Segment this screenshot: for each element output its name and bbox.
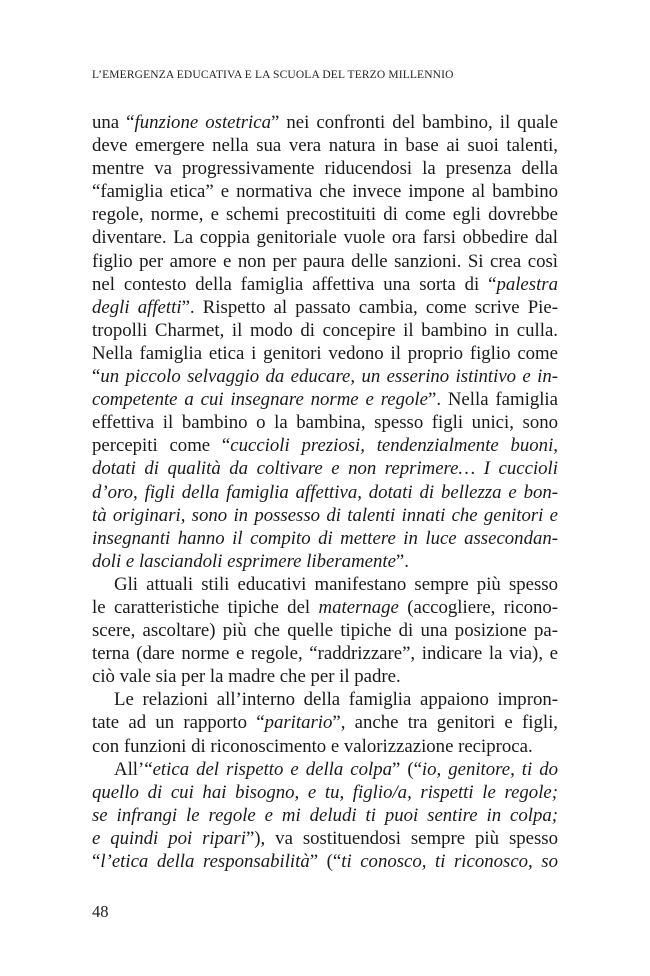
italic-segment: quello di cui hai bisogno, e tu, figlio/a, rispetti le regole; xyxy=(92,781,558,803)
text-segment: All’“ xyxy=(114,758,153,780)
italic-segment: d’oro, figli della famiglia affettiva, dotati di bellezza e bon- xyxy=(92,481,558,503)
text-segment: tate ad un rapporto “ xyxy=(92,712,265,734)
italic-segment: un piccolo selvaggio da educare, un esserino istintivo e in- xyxy=(100,366,558,388)
text-line xyxy=(92,365,558,388)
text-line xyxy=(92,781,558,804)
text-line xyxy=(92,157,558,180)
text-line xyxy=(92,296,558,319)
italic-segment: tà originari, sono in possesso di talenti innati che genitori e xyxy=(92,504,558,526)
text-line xyxy=(92,711,558,734)
running-head: L’EMERGENZA EDUCATIVA E LA SCUOLA DEL TERZO MILLENNIO xyxy=(92,69,454,81)
text-segment: con funzioni di riconoscimento e valorizzazione reciproca. xyxy=(92,735,533,757)
text-segment: ” (“ xyxy=(392,758,422,780)
text-segment: Nella famiglia etica i genitori vedono il proprio figlio come xyxy=(92,342,558,364)
text-line xyxy=(92,642,558,665)
text-segment: una “ xyxy=(92,112,135,133)
text-segment: ”. Rispetto al passato cambia, come scrive Pie- xyxy=(181,296,558,318)
text-line xyxy=(92,850,558,873)
italic-segment: paritario xyxy=(264,712,333,734)
text-segment: ”), va sostituendosi sempre più spesso xyxy=(245,827,558,849)
italic-segment: e quindi poi ripari xyxy=(92,827,246,849)
italic-segment: funzione ostetrica xyxy=(134,112,271,133)
italic-segment: etica del rispetto e della colpa xyxy=(152,758,392,780)
text-line xyxy=(92,688,558,711)
text-line xyxy=(92,550,558,573)
text-line xyxy=(92,388,558,411)
text-line xyxy=(92,804,558,827)
text-line xyxy=(92,735,558,758)
text-segment: ” (“ xyxy=(309,851,342,872)
text-line xyxy=(92,527,558,550)
text-segment: deve emergere nella sua vera natura in base ai suoi talenti, xyxy=(92,135,558,157)
text-segment: scere, ascoltare) più che quelle tipiche di una posizione pa- xyxy=(92,620,558,642)
text-segment: diventare. La coppia genitoriale vuole ora farsi obbedire dal xyxy=(92,227,558,249)
text-segment: regole, norme, e schemi precostituiti di come egli dovrebbe xyxy=(92,204,558,226)
italic-segment: io, genitore, ti do xyxy=(421,758,558,780)
italic-segment: doli e lasciandoli esprimere liberamente xyxy=(92,550,396,572)
text-line xyxy=(92,411,558,434)
text-segment: percepiti come “ xyxy=(92,435,231,457)
italic-segment: dotati di qualità da coltivare e non reprimere… I cuccioli xyxy=(92,458,558,480)
text-line xyxy=(92,226,558,249)
text-segment: “ xyxy=(92,366,101,388)
text-line xyxy=(92,619,558,642)
text-line xyxy=(92,596,558,619)
text-line xyxy=(92,319,558,342)
text-line xyxy=(92,203,558,226)
page-number: 48 xyxy=(92,902,109,921)
text-segment: terna (dare norme e regole, “raddrizzare”, indicare la via), e xyxy=(92,643,558,665)
italic-segment: degli affetti xyxy=(92,296,182,318)
text-segment: Le relazioni all’interno della famiglia appaiono impron- xyxy=(114,689,558,711)
italic-segment: ti conosco, ti riconosco, so xyxy=(341,851,559,872)
italic-segment: palestra xyxy=(496,273,558,295)
italic-segment: competente a cui insegnare norme e regole xyxy=(92,389,428,411)
text-segment: Gli attuali stili educativi manifestano sempre più spesso xyxy=(114,573,558,595)
italic-segment: insegnanti hanno il compito di mettere in luce assecondan- xyxy=(92,527,558,549)
text-segment: ”, anche tra genitori e figli, xyxy=(332,712,559,734)
text-line xyxy=(92,180,558,203)
text-line xyxy=(92,504,558,527)
text-segment: ”. Nella famiglia xyxy=(427,389,558,411)
italic-segment: cuccioli preziosi, tendenzialmente buoni, xyxy=(230,435,558,457)
text-segment: effettiva il bambino o la bambina, spesso figli unici, sono xyxy=(92,412,558,434)
text-segment: ciò vale sia per la madre che per il padre. xyxy=(92,666,401,688)
text-line xyxy=(92,273,558,296)
italic-segment: maternage xyxy=(318,596,399,618)
text-line xyxy=(92,457,558,480)
text-segment: le caratteristiche tipiche del xyxy=(92,596,319,618)
text-line xyxy=(92,111,558,134)
text-segment: “ xyxy=(92,851,101,872)
text-line xyxy=(92,481,558,504)
text-segment: “famiglia etica” e normativa che invece impone al bambino xyxy=(92,181,558,203)
text-line xyxy=(92,573,558,596)
text-segment: ” nei confronti del bambino, il quale xyxy=(270,112,558,133)
text-segment: (accogliere, ricono- xyxy=(398,596,558,618)
text-line xyxy=(92,250,558,273)
text-line xyxy=(92,134,558,157)
text-line xyxy=(92,827,558,850)
text-line xyxy=(92,665,558,688)
text-segment: nel contesto della famiglia affettiva una sorta di “ xyxy=(92,273,497,295)
text-segment: ”. xyxy=(395,550,409,572)
italic-segment: l’etica della responsabilità xyxy=(100,851,310,872)
text-line xyxy=(92,342,558,365)
text-segment: tropolli Charmet, il modo di concepire il bambino in culla. xyxy=(92,319,558,341)
text-segment: mentre va progressivamente riducendosi la presenza della xyxy=(92,158,558,180)
text-line xyxy=(92,758,558,781)
italic-segment: se infrangi le regole e mi deludi ti puoi sentire in colpa; xyxy=(92,804,558,826)
text-line xyxy=(92,434,558,457)
body-text xyxy=(92,111,558,873)
text-segment: figlio per amore e non per paura delle sanzioni. Si crea così xyxy=(92,250,558,272)
